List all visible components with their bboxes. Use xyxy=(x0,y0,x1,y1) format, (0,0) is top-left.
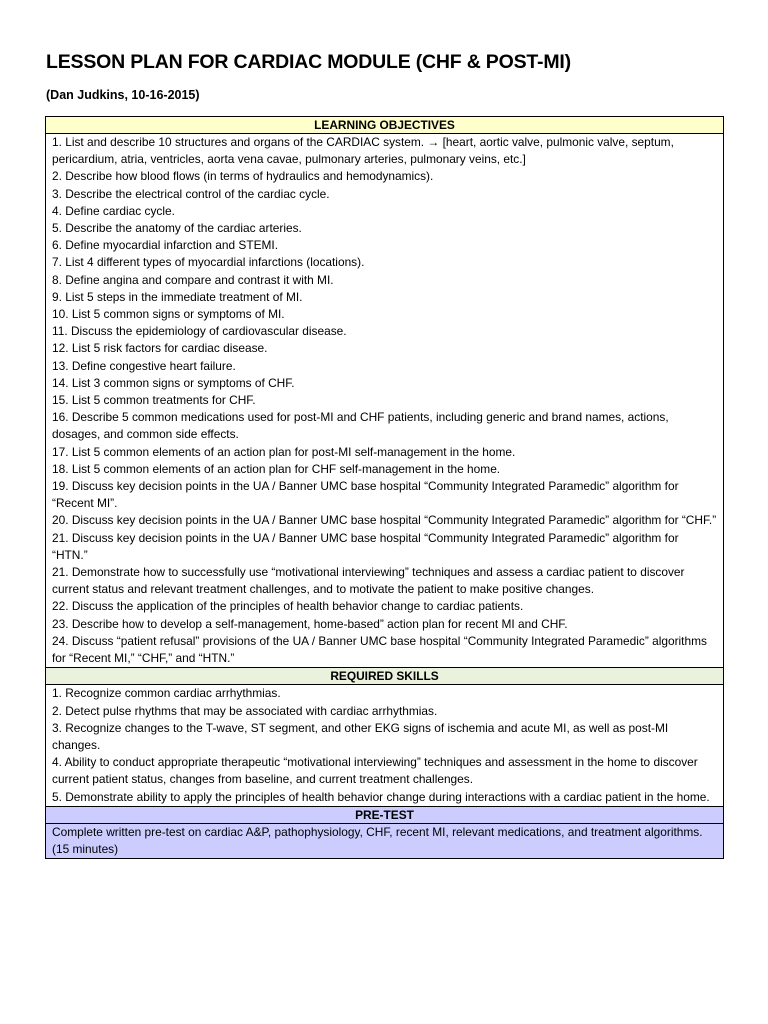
list-item: 7. List 4 different types of myocardial infarctions (locations). xyxy=(52,255,365,270)
list-item: 4. Ability to conduct appropriate therapeutic “motivational interviewing” techniques and assessment in the home to discover current patient status, changes from baseline, and current treatment challenges. xyxy=(52,755,698,787)
learning-objectives-list xyxy=(52,134,717,667)
pre-test-text: Complete written pre-test on cardiac A&P, pathophysiology, CHF, recent MI, relevant medications, and treatment algorithms. (15 minutes) xyxy=(46,823,724,858)
required-skills-header-row xyxy=(46,668,724,685)
document-author-date: (Dan Judkins, 10-16-2015) xyxy=(46,88,200,102)
learning-objectives-row xyxy=(46,134,724,668)
list-item: 10. List 5 common signs or symptoms of MI. xyxy=(52,307,285,322)
list-item: 12. List 5 risk factors for cardiac disease. xyxy=(52,341,268,356)
document-page xyxy=(45,48,725,859)
list-item: 3. Recognize changes to the T-wave, ST segment, and other EKG signs of ischemia and acute MI, as well as post-MI changes. xyxy=(52,720,669,752)
list-item: 14. List 3 common signs or symptoms of CHF. xyxy=(52,375,295,390)
required-skills-row xyxy=(46,685,724,806)
list-item: 1. List and describe 10 structures and organs of the CARDIAC system. → [heart, aortic valve, pulmonic valve, septum, pericardium, atria, ventricles, aorta vena cavae, pulmonary arteries, pulmonary veins, etc.] xyxy=(52,135,674,167)
list-item: 6. Define myocardial infarction and STEMI. xyxy=(52,238,279,253)
list-item: 21. Demonstrate how to successfully use “motivational interviewing” techniques and assess a cardiac patient to discover current status and relevant treatment challenges, and to motivate the patient to make positive changes. xyxy=(52,565,685,597)
list-item: 24. Discuss “patient refusal” provisions of the UA / Banner UMC base hospital “Community Integrated Paramedic” algorithms for “Recent MI,” “CHF,” and “HTN.” xyxy=(52,633,707,666)
list-item: 5. Demonstrate ability to apply the principles of health behavior change during interactions with a cardiac patient in the home. xyxy=(52,789,710,804)
list-item: 16. Describe 5 common medications used for post-MI and CHF patients, including generic and brand names, actions, dosages, and common side effects. xyxy=(52,410,669,442)
pre-test-header-row xyxy=(46,806,724,823)
list-item: 19. Discuss key decision points in the UA / Banner UMC base hospital “Community Integrated Paramedic” algorithm for “Recent MI”. xyxy=(52,479,679,511)
list-item: 20. Discuss key decision points in the UA / Banner UMC base hospital “Community Integrated Paramedic” algorithm for “CHF.” xyxy=(52,513,717,528)
list-item: 13. Define congestive heart failure. xyxy=(52,358,236,373)
list-item: 17. List 5 common elements of an action plan for post-MI self-management in the home. xyxy=(52,444,516,459)
list-item: 11. Discuss the epidemiology of cardiovascular disease. xyxy=(52,324,347,339)
list-item: 3. Describe the electrical control of the cardiac cycle. xyxy=(52,186,330,201)
list-item: 8. Define angina and compare and contrast it with MI. xyxy=(52,272,334,287)
list-item: 22. Discuss the application of the principles of health behavior change to cardiac patients. xyxy=(52,599,524,614)
learning-objectives-header-row xyxy=(46,117,724,134)
list-item: 4. Define cardiac cycle. xyxy=(52,203,175,218)
list-item: 2. Describe how blood flows (in terms of hydraulics and hemodynamics). xyxy=(52,169,434,184)
pre-test-header: PRE-TEST xyxy=(46,806,724,823)
required-skills-list xyxy=(52,685,717,805)
list-item: 2. Detect pulse rhythms that may be associated with cardiac arrhythmias. xyxy=(52,703,438,718)
list-item: 9. List 5 steps in the immediate treatment of MI. xyxy=(52,289,303,304)
document-title: LESSON PLAN FOR CARDIAC MODULE (CHF & POST-MI) xyxy=(46,51,571,73)
required-skills-header: REQUIRED SKILLS xyxy=(46,668,724,685)
list-item: 5. Describe the anatomy of the cardiac arteries. xyxy=(52,221,302,236)
lesson-plan-table xyxy=(45,116,724,859)
learning-objectives-cell xyxy=(46,134,724,668)
list-item: 21. Discuss key decision points in the UA / Banner UMC base hospital “Community Integrated Paramedic” algorithm for “HTN.” xyxy=(52,530,679,562)
list-item: 18. List 5 common elements of an action plan for CHF self-management in the home. xyxy=(52,461,501,476)
list-item: 15. List 5 common treatments for CHF. xyxy=(52,393,256,408)
list-item: 1. Recognize common cardiac arrhythmias. xyxy=(52,686,281,701)
learning-objectives-header: LEARNING OBJECTIVES xyxy=(46,117,724,134)
required-skills-cell xyxy=(46,685,724,806)
list-item: 23. Describe how to develop a self-management, home-based” action plan for recent MI and CHF. xyxy=(52,616,568,631)
pre-test-row xyxy=(46,823,724,858)
